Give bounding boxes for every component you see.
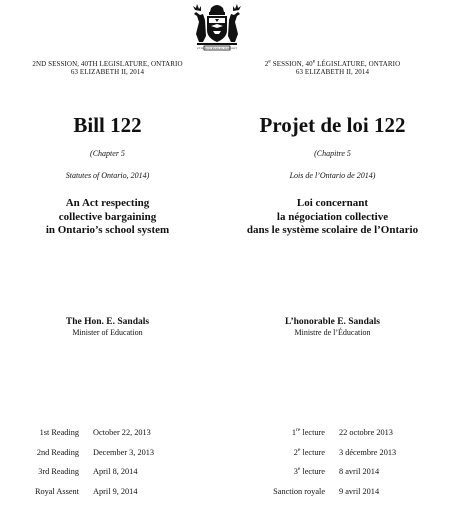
reading-label: Royal Assent <box>34 486 79 496</box>
french-column <box>225 60 440 238</box>
act-title-line: Loi concernant <box>296 197 369 209</box>
sponsor-name: L’honorable E. Sandals <box>285 317 380 327</box>
reading-date: December 3, 2013 <box>93 447 155 457</box>
regnal-year: 63 ELIZABETH II, 2014 <box>70 68 145 76</box>
reading-date: October 22, 2013 <box>93 428 151 438</box>
statutes-reference: Lois de l’Ontario de 2014) <box>289 170 376 180</box>
session-line: 2e SESSION, 40e LÉGISLATURE, ONTARIO <box>264 58 401 68</box>
reading-label: 3rd Reading <box>38 467 79 477</box>
reading-label: 1st Reading <box>39 428 79 438</box>
regnal-year: 63 ELIZABETH II, 2014 <box>295 68 370 76</box>
reading-label: 2nd Reading <box>36 447 79 457</box>
reading-date: 22 octobre 2013 <box>339 428 393 438</box>
reading-row <box>254 482 396 502</box>
english-column <box>0 60 215 238</box>
act-title <box>0 197 215 238</box>
reading-date: April 8, 2014 <box>93 467 138 477</box>
reading-date: 9 avril 2014 <box>339 486 380 496</box>
reading-label: 2e lecture <box>293 446 325 457</box>
reading-date: 8 avril 2014 <box>339 467 380 477</box>
reading-row <box>0 482 154 502</box>
bill-number: Projet de loi 122 <box>259 113 406 137</box>
reading-label: 3e lecture <box>293 466 325 477</box>
reading-date: April 9, 2014 <box>93 486 138 496</box>
sponsor-name: The Hon. E. Sandals <box>65 317 150 327</box>
english-sponsor <box>0 317 215 338</box>
act-title <box>225 197 440 238</box>
session-line: 2ND SESSION, 40TH LEGISLATURE, ONTARIO <box>32 60 183 68</box>
reading-row <box>254 443 396 463</box>
reading-row <box>254 462 396 482</box>
english-readings-table <box>0 423 154 501</box>
sponsor-role: Ministre de l’Éducation <box>294 328 371 337</box>
bill-number: Bill 122 <box>73 113 142 137</box>
act-title-line: in Ontario’s school system <box>45 224 170 236</box>
ontario-coat-of-arms-logo <box>193 0 241 52</box>
act-title-line: dans le système scolaire de l’Ontario <box>246 224 419 236</box>
sponsor-role: Minister of Education <box>72 328 143 337</box>
act-title-line: la négociation collective <box>276 210 389 223</box>
reading-row <box>0 423 154 443</box>
chapter-number: (Chapitre 5 <box>314 149 351 158</box>
reading-label: 1re lecture <box>291 427 325 438</box>
act-title-line: An Act respecting <box>65 197 150 209</box>
reading-row <box>0 443 154 463</box>
reading-row <box>0 462 154 482</box>
reading-row <box>254 423 396 443</box>
crest-motto: UT INCEPIT FIDELIS SIC PERMANET <box>196 47 238 51</box>
french-sponsor <box>225 317 440 338</box>
statutes-reference: Statutes of Ontario, 2014) <box>65 170 150 180</box>
reading-date: 3 décembre 2013 <box>339 447 397 457</box>
chapter-number: (Chapter 5 <box>90 149 125 158</box>
reading-label: Sanction royale <box>273 486 325 496</box>
act-title-line: collective bargaining <box>58 210 157 223</box>
french-readings-table <box>254 423 396 501</box>
